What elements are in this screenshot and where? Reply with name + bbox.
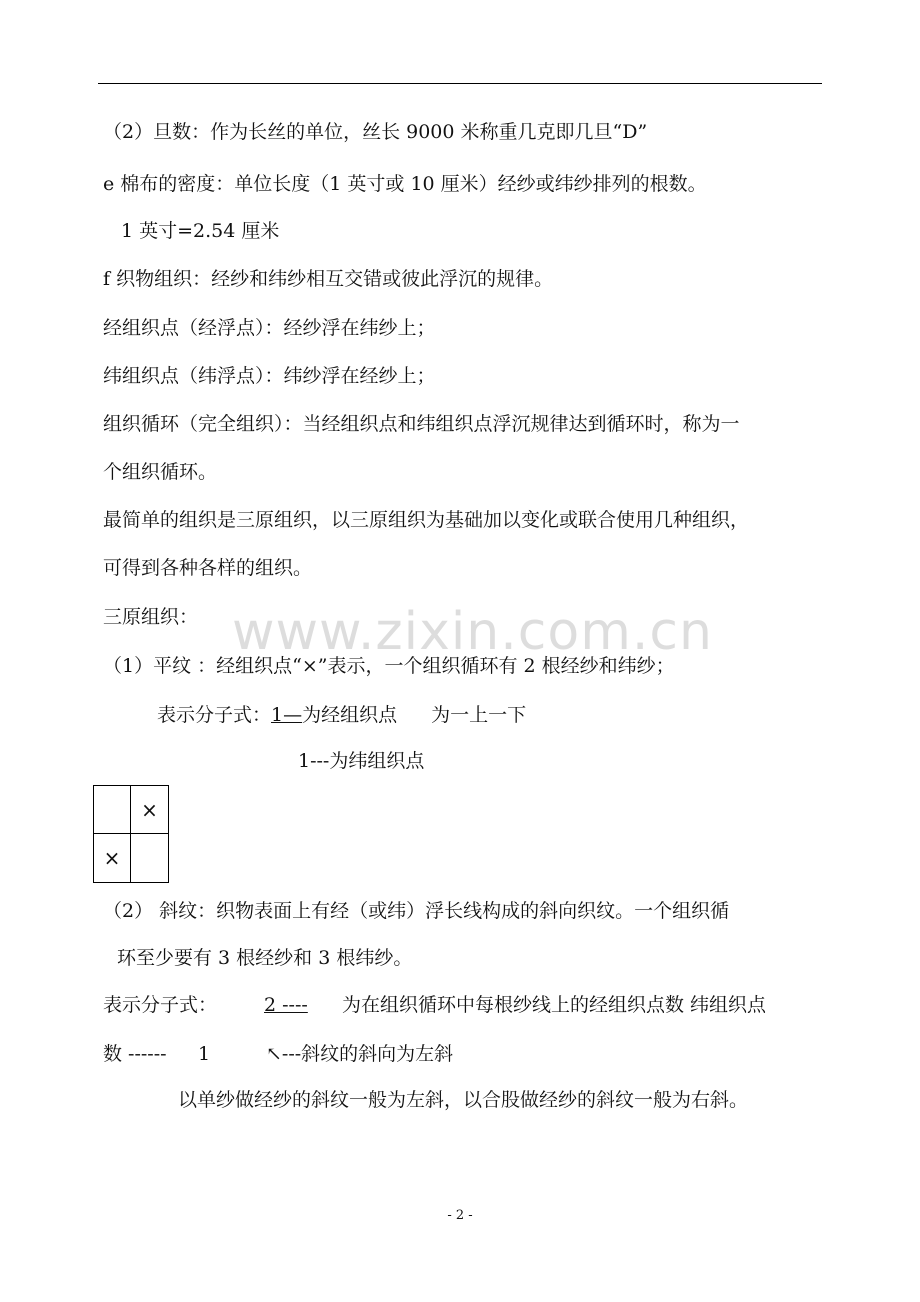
page-number: - 2 -: [447, 1208, 473, 1223]
para-warp-point: 经组织点（经浮点）：经纱浮在纬纱上；: [103, 317, 436, 339]
plain-formula-line: [157, 703, 526, 727]
para-weft-point: 纬组织点（纬浮点）：纬纱浮在经纱上；: [103, 365, 436, 387]
twill-formula-cont: 数 ------: [103, 1043, 167, 1065]
para-simplest-weave-1: 最简单的组织是三原组织，以三原组织为基础加以变化或联合使用几种组织，: [103, 509, 750, 531]
twill-formula-denominator: 1: [198, 1043, 211, 1065]
para-twill-direction: 以单纱做经纱的斜纹一般为左斜，以合股做经纱的斜纹一般为右斜。: [178, 1089, 749, 1111]
weave-cell: [131, 834, 168, 882]
plain-formula-denominator: 1---为纬组织点: [298, 750, 425, 772]
weave-cell-warp-point: ×: [94, 834, 131, 882]
para-plain-weave: （1）平纹 ：经组织点“×”表示，一个组织循环有 2 根经纱和纬纱；: [103, 655, 675, 677]
watermark: www.zixin.com.cn: [232, 602, 713, 662]
para-denier: （2）旦数：作为长丝的单位，丝长 9000 米称重几克即几旦“D”: [103, 121, 648, 143]
twill-formula-prefix: 表示分子式：: [103, 994, 218, 1016]
twill-formula-numerator: 2 ----: [264, 994, 308, 1016]
para-simplest-weave-2: 可得到各种各样的组织。: [103, 557, 313, 579]
weave-cell: [94, 786, 131, 834]
para-twill-1: （2） 斜纹：织物表面上有经（或纬）浮长线构成的斜向织纹。一个组织循: [103, 900, 730, 922]
plain-formula-warp-text: 为经组织点: [302, 704, 398, 726]
plain-formula-prefix: 表示分子式：: [157, 704, 272, 726]
twill-formula-desc: 为在组织循环中每根纱线上的经组织点数 纬组织点: [342, 994, 767, 1016]
header-rule: [98, 83, 822, 84]
para-inch-conversion: 1 英寸=2.54 厘米: [121, 220, 280, 242]
para-cotton-density: e 棉布的密度：单位长度（1 英寸或 10 厘米）经纱或纬纱排列的根数。: [103, 173, 707, 195]
twill-direction-note: ↖---斜纹的斜向为左斜: [266, 1043, 454, 1065]
para-weave-repeat-2: 个组织循环。: [103, 461, 218, 483]
para-fabric-weave: f 织物组织：经纱和纬纱相互交错或彼此浮沉的规律。: [103, 268, 554, 290]
para-weave-repeat-1: 组织循环（完全组织）：当经组织点和纬组织点浮沉规律达到循环时，称为一: [103, 413, 740, 435]
weave-cell-warp-point: ×: [131, 786, 168, 834]
plain-formula-numerator: 1—: [271, 704, 303, 726]
plain-weave-diagram: [93, 785, 169, 883]
plain-formula-desc: 为一上一下: [431, 704, 527, 726]
heading-three-basic-weaves: 三原组织：: [103, 606, 199, 628]
para-twill-2: 环至少要有 3 根经纱和 3 根纬纱。: [117, 947, 413, 969]
